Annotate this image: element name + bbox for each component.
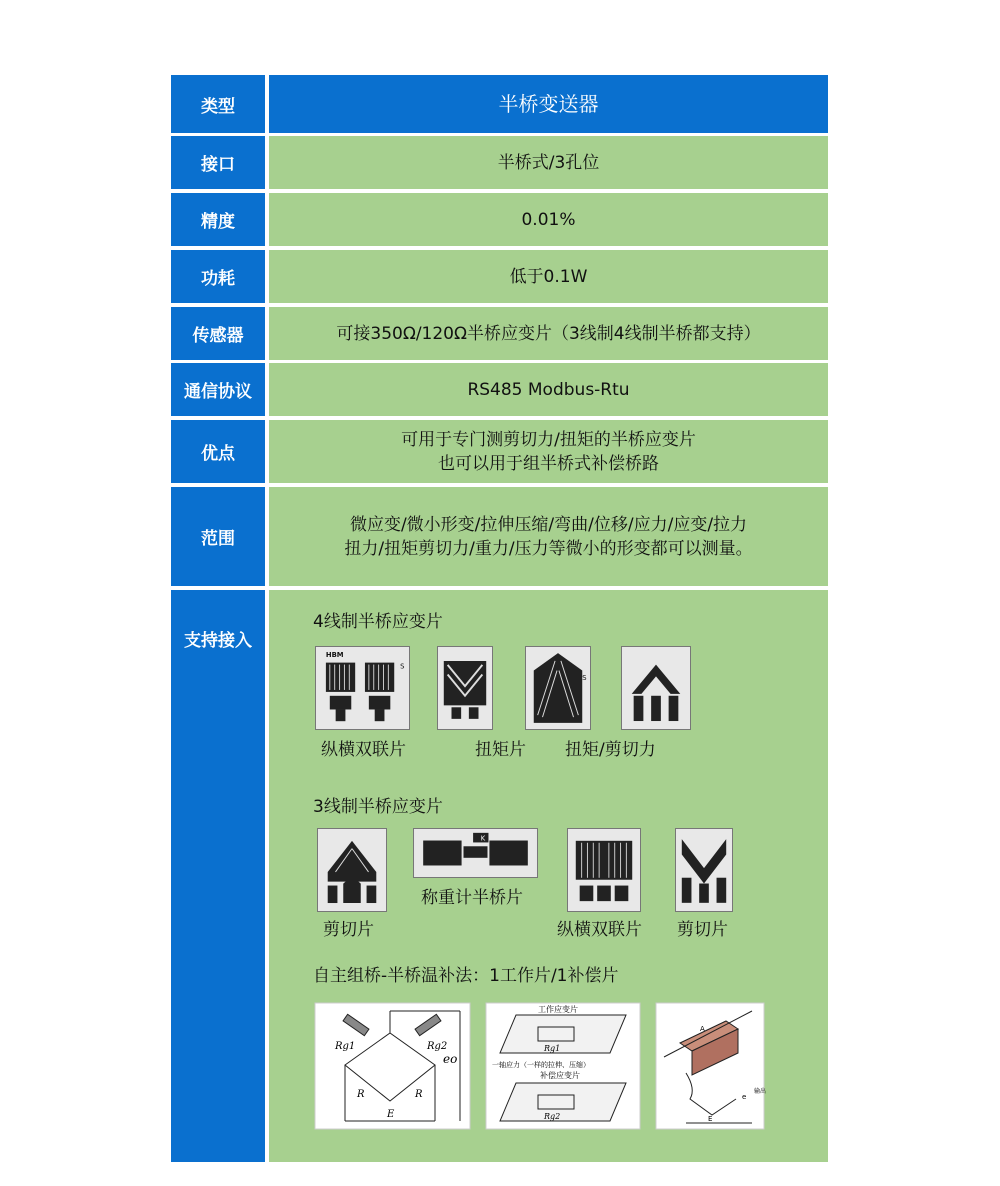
label-protocol: 通信协议 [171, 363, 265, 416]
caption-torque: 扭矩片 [475, 740, 526, 760]
caption-torque-shear: 扭矩/剪切力 [565, 740, 656, 760]
value-sensor: 可接350Ω/120Ω半桥应变片（3线制4线制半桥都支持） [269, 307, 828, 360]
advantage-line-2: 也可以用于组半桥式补偿桥路 [437, 453, 659, 474]
shaft-gauge-bridge-diagram [656, 1003, 767, 1129]
label-rg2: Rg2 [427, 1041, 448, 1052]
working-compensation-gauge-diagram [486, 1003, 640, 1129]
gauge-shear-image-1 [317, 828, 387, 912]
label-sensor: 传感器 [171, 307, 265, 360]
label-advantage: 优点 [171, 420, 265, 483]
three-wire-title: 3线制半桥应变片 [313, 797, 443, 817]
label-rg2-2: Rg2 [544, 1112, 561, 1121]
label-r-left: R [357, 1089, 365, 1100]
label-precision: 精度 [171, 193, 265, 246]
label-rg1-2: Rg1 [544, 1044, 561, 1053]
row-range [171, 487, 828, 586]
gauge-shear-image-2 [675, 828, 733, 912]
label-rg1: Rg1 [335, 1041, 356, 1052]
value-interface: 半桥式/3孔位 [269, 136, 828, 189]
half-bridge-circuit-diagram [315, 1003, 470, 1129]
label-a: A [700, 1025, 705, 1033]
gauge-weighing-half-bridge-image [413, 828, 538, 878]
label-r-right: R [415, 1089, 423, 1100]
row-precision [171, 193, 828, 246]
gauge-s-mark-2: S [582, 674, 587, 683]
caption-shear-1: 剪切片 [323, 920, 374, 940]
row-advantage [171, 420, 828, 483]
self-bridge-title: 自主组桥-半桥温补法：1工作片/1补偿片 [313, 966, 619, 986]
value-precision: 0.01% [269, 193, 828, 246]
gauge-longitudinal-dual-image-2 [567, 828, 641, 912]
label-type: 类型 [171, 75, 265, 133]
label-axial-stress: 一轴应力（一样的拉伸、压缩） [492, 1061, 590, 1069]
row-interface [171, 136, 828, 189]
caption-weighing-half-bridge: 称重计半桥片 [421, 888, 523, 908]
label-e-small: e [742, 1093, 747, 1101]
gauge-brand: HBM [325, 650, 344, 659]
label-support: 支持接入 [171, 590, 265, 1162]
row-power [171, 250, 828, 303]
row-protocol [171, 363, 828, 416]
gauge-torque-image [437, 646, 493, 730]
label-e-big: E [708, 1115, 713, 1123]
row-type [171, 75, 828, 133]
four-wire-title: 4线制半桥应变片 [313, 612, 443, 632]
advantage-line-1: 可用于专门测剪切力/扭矩的半桥应变片 [401, 429, 696, 450]
range-line-1: 微应变/微小形变/拉伸压缩/弯曲/位移/应力/应变/拉力 [349, 514, 748, 535]
label-output: 输出 [754, 1088, 767, 1095]
label-range: 范围 [171, 487, 265, 586]
range-line-2: 扭力/扭矩剪切力/重力/压力等微小的形变都可以测量。 [344, 538, 753, 559]
gauge-torque-shear-image-1 [525, 646, 591, 730]
gauge-longitudinal-dual-image [315, 646, 410, 730]
label-eo: eo [443, 1052, 458, 1066]
caption-longitudinal-dual: 纵横双联片 [321, 740, 406, 760]
label-compensation-gauge: 补偿应变片 [540, 1071, 580, 1080]
value-support [269, 590, 828, 1162]
label-e: E [387, 1109, 395, 1120]
caption-shear-2: 剪切片 [677, 920, 728, 940]
value-range [269, 487, 828, 586]
value-type: 半桥变送器 [269, 75, 828, 133]
value-power: 低于0.1W [269, 250, 828, 303]
gauge-torque-shear-image-2 [621, 646, 691, 730]
caption-longitudinal-dual-2: 纵横双联片 [557, 920, 642, 940]
label-interface: 接口 [171, 136, 265, 189]
value-protocol: RS485 Modbus-Rtu [269, 363, 828, 416]
row-support [171, 590, 828, 1162]
label-power: 功耗 [171, 250, 265, 303]
row-sensor [171, 307, 828, 360]
value-advantage [269, 420, 828, 483]
gauge-s-mark: S [400, 662, 405, 671]
gauge-k-mark: K [480, 834, 486, 843]
label-working-gauge: 工作应变片 [538, 1005, 578, 1014]
